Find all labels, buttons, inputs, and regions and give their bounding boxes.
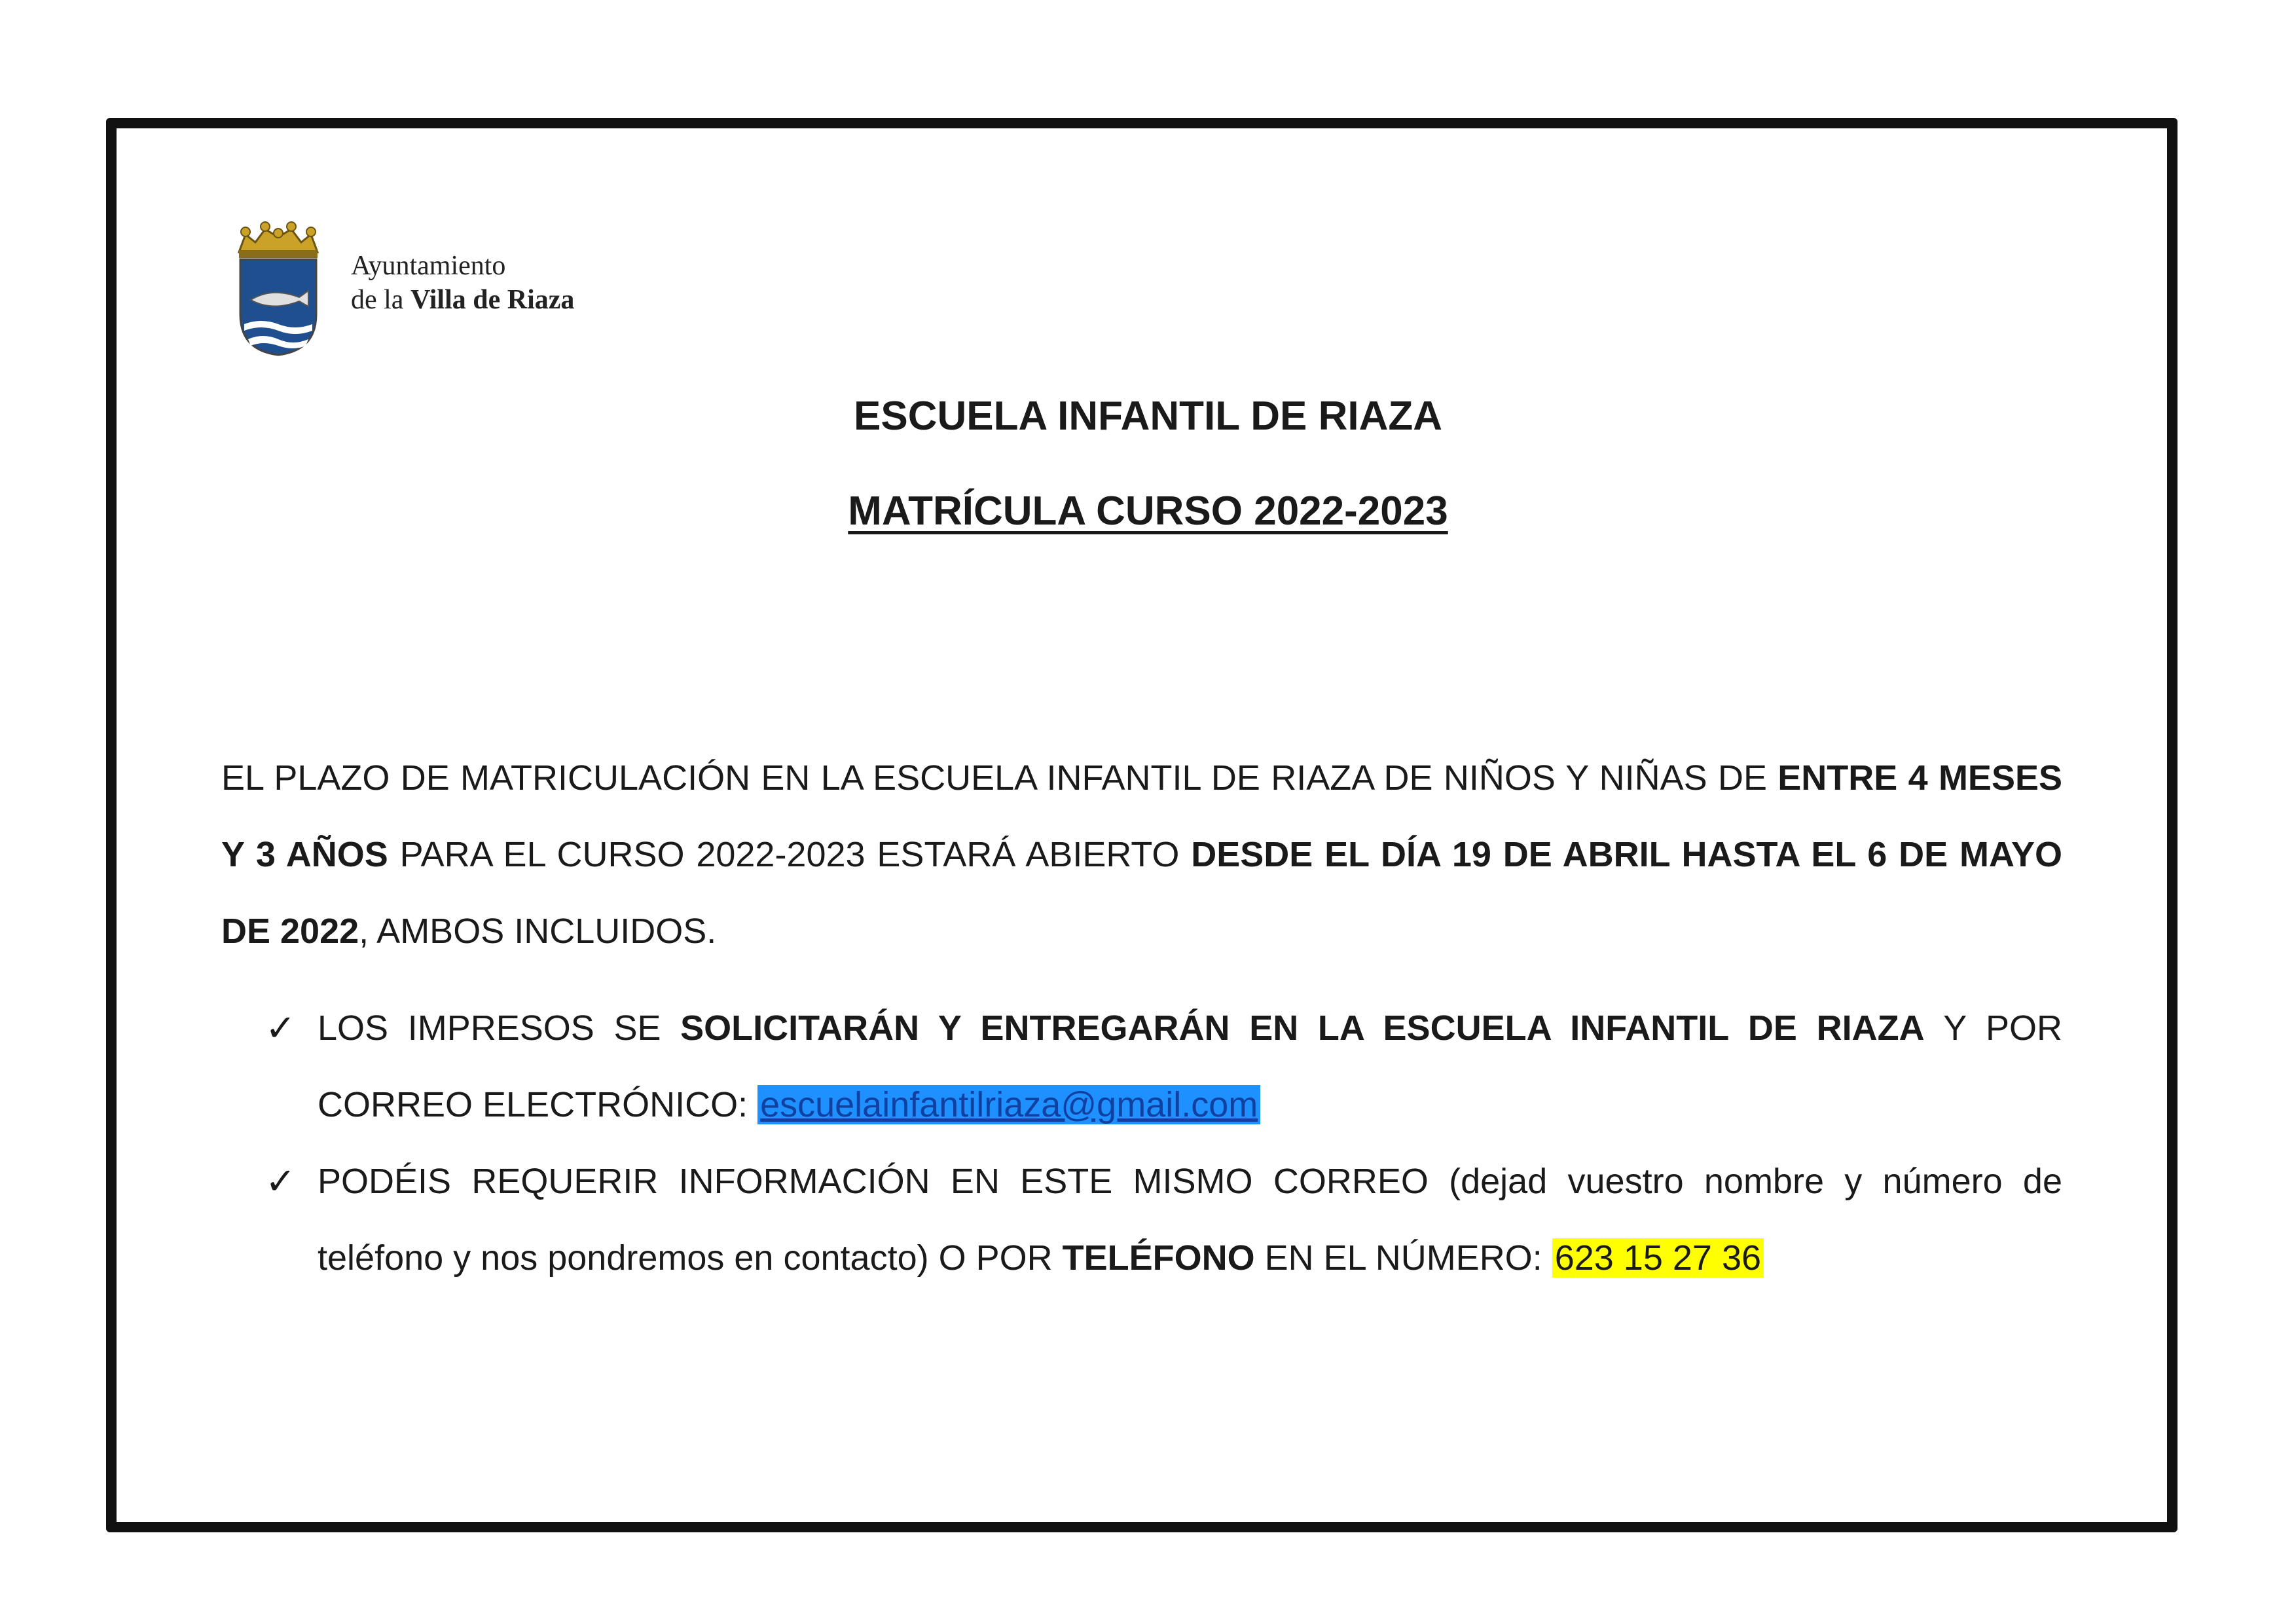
checkmark-icon: ✓	[265, 1160, 296, 1203]
coat-of-arms-icon	[226, 216, 331, 360]
announcement-paragraph: EL PLAZO DE MATRICULACIÓN EN LA ESCUELA INFANTIL DE RIAZA DE NIÑOS Y NIÑAS DE ENTRE 4 MESES Y 3 AÑOS PARA EL CURSO 2022-2023 ESTARÁ ABIERTO DESDE EL DÍA 19 DE ABRIL HASTA EL 6 DE MAYO DE 2022, AMBOS INCLUIDOS.	[221, 758, 2063, 951]
checkmark-icon: ✓	[265, 1007, 296, 1050]
list-item: ✓ PODÉIS REQUERIR INFORMACIÓN EN ESTE MISMO CORREO (dejad vuestro nombre y número de teléfono y nos pondremos en contacto) O POR TELÉFONO EN EL NÚMERO: 623 15 27 36	[318, 1143, 2062, 1297]
organization-line1: Ayuntamiento	[351, 251, 506, 281]
organization-line2-bold: Villa de Riaza	[410, 285, 575, 315]
organization-name	[351, 249, 574, 317]
enrollment-dates: DESDE EL DÍA 19 DE ABRIL HASTA EL 6 DE MAYO DE 2022	[221, 835, 2063, 951]
email-link[interactable]: escuelainfantilriaza@gmail.com	[757, 1085, 1260, 1124]
age-range: ENTRE 4 MESES Y 3 AÑOS	[221, 758, 2063, 874]
phone-number: 623 15 27 36	[1552, 1238, 1764, 1278]
page-title: ESCUELA INFANTIL DE RIAZA	[853, 394, 1443, 439]
organization-line2: de la Villa de Riaza	[351, 285, 575, 315]
page-subtitle: MATRÍCULA CURSO 2022-2023	[848, 489, 1448, 534]
list-item: ✓ LOS IMPRESOS SE SOLICITARÁN Y ENTREGARÁN EN LA ESCUELA INFANTIL DE RIAZA Y POR CORREO ELECTRÓNICO: escuelainfantilriaza@gmail.com	[318, 990, 2062, 1143]
